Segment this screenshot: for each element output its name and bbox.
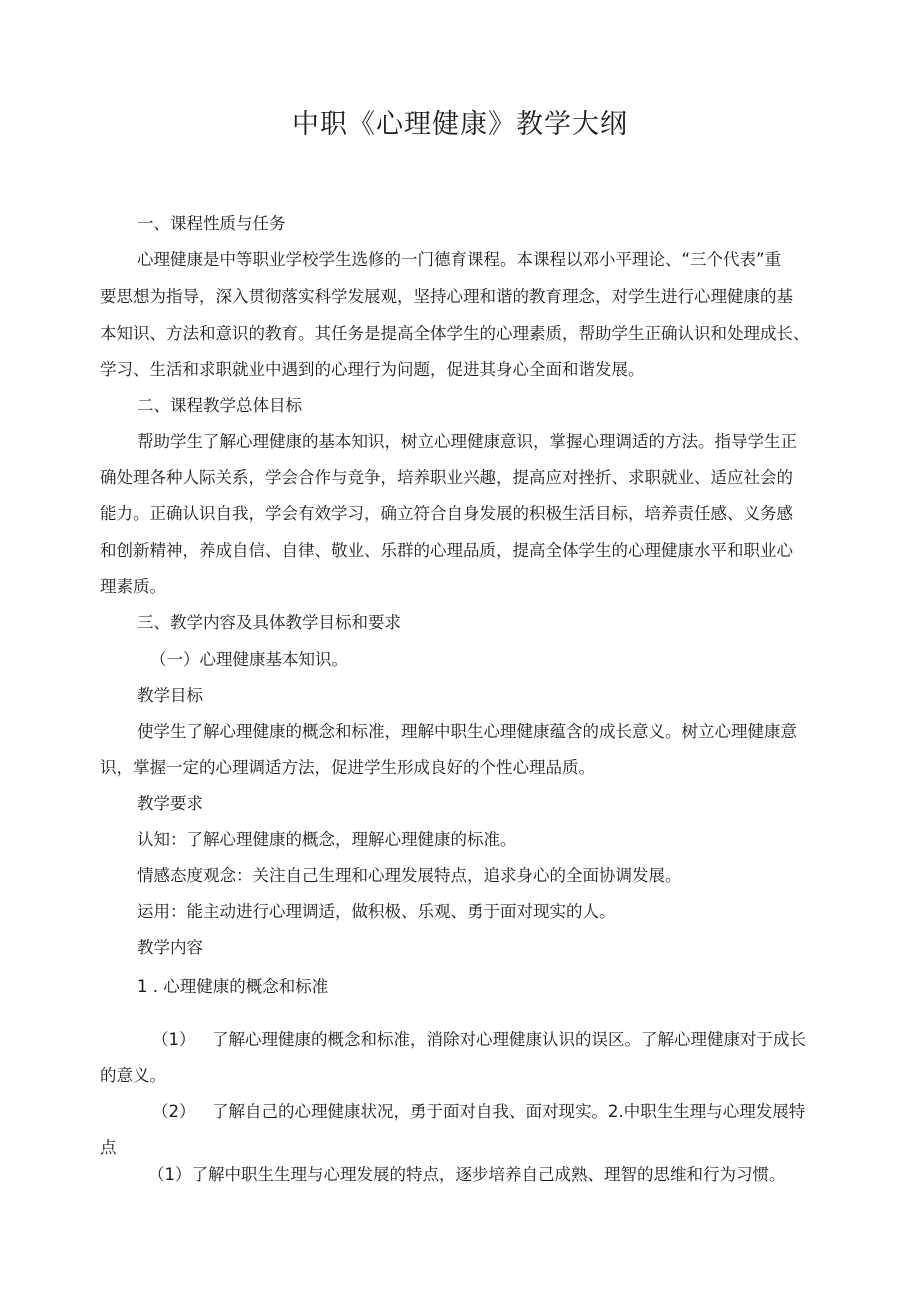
paragraph-line: 了解心理健康的概念和标准，消除对心理健康认识的误区。了解心理健康对于成长 [212,1030,806,1049]
paragraph-line: 识，掌握一定的心理调适方法，促进学生形成良好的个性心理品质。 [100,758,595,777]
paragraph-line: 理素质。 [100,577,166,596]
paragraph-line: 能力。正确认识自我，学会有效学习，确立符合自身发展的积极生活目标，培养责任感、义务感 [100,504,793,523]
requirement-emotion: 情感态度观念：关注自己生理和心理发展特点，追求身心的全面协调发展。 [137,866,682,885]
section-heading-1: 一、课程性质与任务 [137,214,286,233]
paragraph-line: 本知识、方法和意识的教育。其任务是提高全体学生的心理素质，帮助学生正确认识和处理成长、 [100,324,810,343]
content-item-1: 1 . 心理健康的概念和标准 [137,977,329,996]
paragraph-line: （1）了解中职生生理与心理发展的特点，逐步培养自己成熟、理智的思维和行为习惯。 [148,1165,786,1184]
paragraph-line: 使学生了解心理健康的概念和标准，理解中职生心理健康蕴含的成长意义。树立心理健康意 [137,722,797,741]
section-heading-2: 二、课程教学总体目标 [137,396,302,415]
teaching-content-label: 教学内容 [137,938,203,957]
paragraph-line: 帮助学生了解心理健康的基本知识，树立心理健康意识，掌握心理调适的方法。指导学生正 [137,432,797,451]
paragraph-line: 的意义。 [100,1066,166,1085]
teaching-requirement-label: 教学要求 [137,794,203,813]
paragraph-line: 了解自己的心理健康状况，勇于面对自我、面对现实。2.中职生生理与心理发展特 [212,1102,806,1121]
paragraph-line: 和创新精神，养成自信、自律、敬业、乐群的心理品质，提高全体学生的心理健康水平和职业心 [100,541,793,560]
content-item-number: （2） [152,1102,196,1121]
teaching-goal-label: 教学目标 [137,686,203,705]
requirement-application: 运用：能主动进行心理调适，做积极、乐观、勇于面对现实的人。 [137,902,616,921]
paragraph-line: 学习、生活和求职就业中遇到的心理行为问题，促进其身心全面和谐发展。 [100,360,645,379]
paragraph-line: 点 [100,1138,117,1157]
paragraph-line: 心理健康是中等职业学校学生选修的一门德育课程。本课程以邓小平理论、“三个代表”重 [137,250,782,269]
document-title: 中职《心理健康》教学大纲 [292,109,628,140]
section-heading-3: 三、教学内容及具体教学目标和要求 [137,613,401,632]
content-item-number: （1） [152,1030,196,1049]
subsection-heading: （一）心理健康基本知识。 [150,650,348,669]
requirement-cognition: 认知：了解心理健康的概念，理解心理健康的标准。 [137,830,517,849]
paragraph-line: 确处理各种人际关系，学会合作与竞争，培养职业兴趣，提高应对挫折、求职就业、适应社会的 [100,468,793,487]
paragraph-line: 要思想为指导，深入贯彻落实科学发展观，坚持心理和谐的教育理念，对学生进行心理健康的基 [100,287,793,306]
